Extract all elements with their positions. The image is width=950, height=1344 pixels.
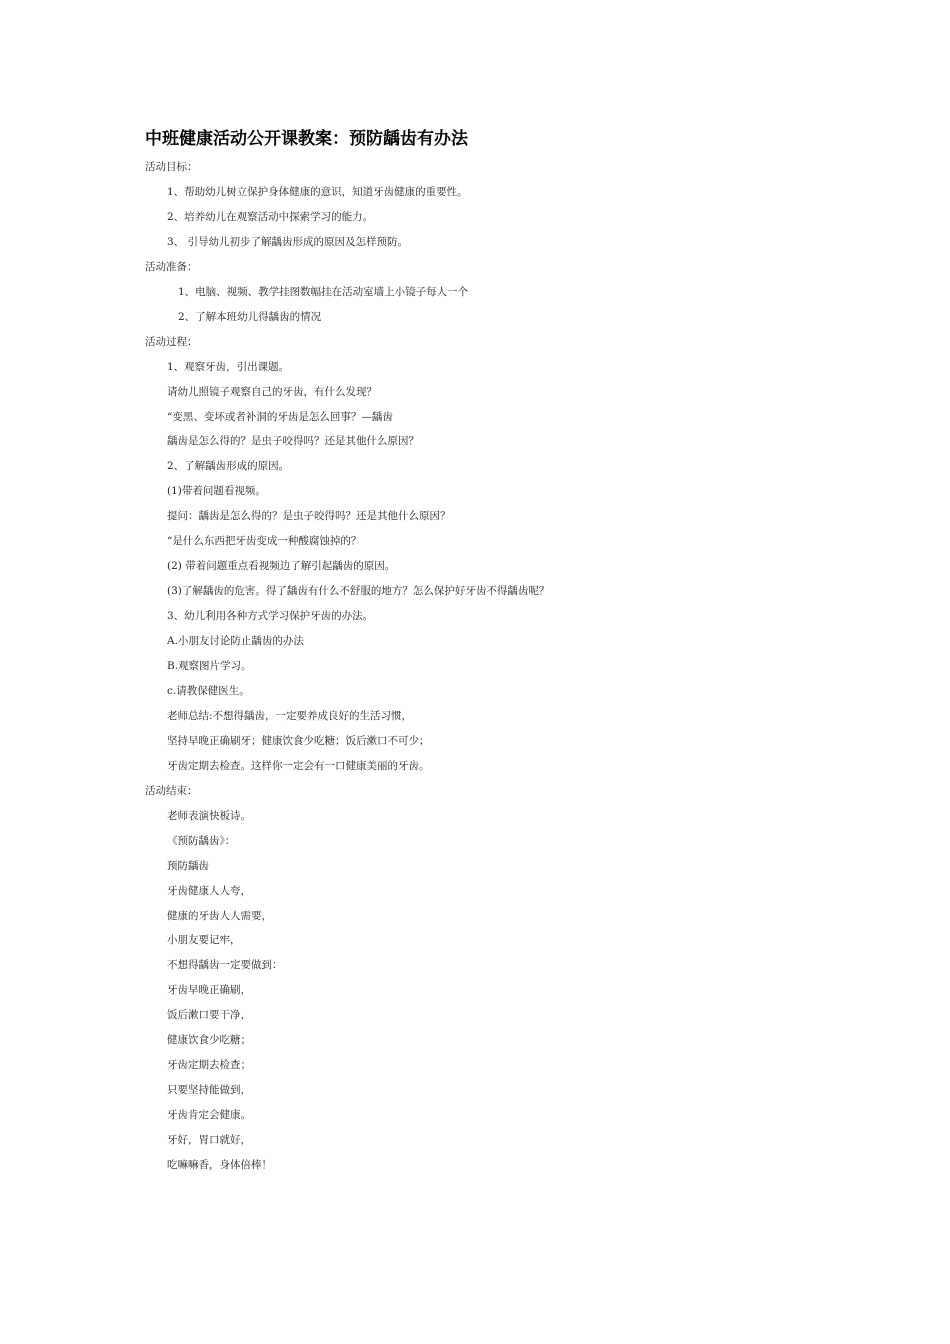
text-line: 只要坚持能做到，	[167, 1084, 251, 1097]
text-line: 3、 引导幼儿初步了解龋齿形成的原因及怎样预防。	[167, 235, 409, 248]
text-line: 牙齿肯定会健康。	[167, 1109, 251, 1122]
text-line: 健康的牙齿人人需要，	[167, 909, 272, 922]
text-line: 吃嘛嘛香，身体倍棒！	[167, 1159, 272, 1171]
text-line: 老师总结:不想得龋齿，一定要养成良好的生活习惯，	[167, 709, 413, 722]
section-heading: 活动准备：	[145, 260, 198, 273]
text-line: 老师表演快板诗。	[167, 809, 251, 822]
text-line: (3)了解龋齿的危害。得了龋齿有什么不舒服的地方？怎么保护好牙齿不得龋齿呢？	[167, 585, 550, 598]
section-heading: 活动结束：	[145, 784, 198, 797]
text-line: c.请教保健医生。	[167, 684, 250, 697]
text-line: 坚持早晚正确刷牙；健康饮食少吃糖；饭后漱口不可少；	[167, 734, 430, 747]
text-line: 不想得龋齿一定要做到：	[167, 959, 283, 972]
text-line: 1、观察牙齿，引出课题。	[167, 360, 290, 373]
text-line: 牙齿定期去检查；	[167, 1059, 251, 1072]
text-line: 《预防龋齿》：	[167, 834, 236, 847]
text-line: “变黑、变坏或者补洞的牙齿是怎么回事？—龋齿	[167, 410, 393, 423]
text-line: 2、培养幼儿在观察活动中探索学习的能力。	[167, 210, 374, 223]
text-line: 提问：龋齿是怎么得的？是虫子咬得吗？还是其他什么原因？	[167, 510, 451, 523]
text-line: 牙好，胃口就好，	[167, 1134, 251, 1147]
text-line: 小朋友要记牢，	[167, 934, 241, 947]
text-line: 预防龋齿	[167, 859, 209, 872]
text-line: 2、了解本班幼儿得龋齿的情况	[178, 310, 322, 323]
section-heading: 活动过程：	[145, 335, 198, 348]
text-line: (2) 带着问题重点看视频边了解引起龋齿的原因。	[167, 560, 396, 573]
section-heading: 活动目标：	[145, 161, 198, 173]
text-line: 牙齿定期去检查。这样你一定会有一口健康美丽的牙齿。	[167, 759, 430, 772]
text-line: 请幼儿照镜子观察自己的牙齿，有什么发现？	[167, 385, 377, 398]
text-line: 3、幼儿利用各种方式学习保护牙齿的办法。	[167, 610, 374, 623]
text-line: 牙齿健康人人夸，	[167, 884, 251, 897]
text-line: 牙齿早晚正确刷，	[167, 984, 251, 997]
text-line: 1、电脑、视频、教学挂图数幅挂在活动室墙上小镜子每人一个	[178, 285, 469, 298]
text-line: 1、帮助幼儿树立保护身体健康的意识，知道牙齿健康的重要性。	[167, 185, 468, 198]
text-line: 龋齿是怎么得的？是虫子咬得吗？还是其他什么原因？	[167, 435, 419, 448]
text-line: 健康饮食少吃糖；	[167, 1034, 251, 1047]
text-line: A.小朋友讨论防止龋齿的办法	[167, 635, 304, 648]
text-line: B.观察图片学习。	[167, 660, 252, 672]
text-line: 2、了解龋齿形成的原因。	[167, 460, 290, 473]
text-line: “是什么东西把牙齿变成一种酸腐蚀掉的？	[167, 535, 362, 548]
document-title: 中班健康活动公开课教案：预防龋齿有办法	[145, 129, 468, 149]
text-line: 饭后漱口要干净，	[167, 1009, 251, 1022]
text-line: (1)带着问题看视频。	[167, 485, 266, 498]
